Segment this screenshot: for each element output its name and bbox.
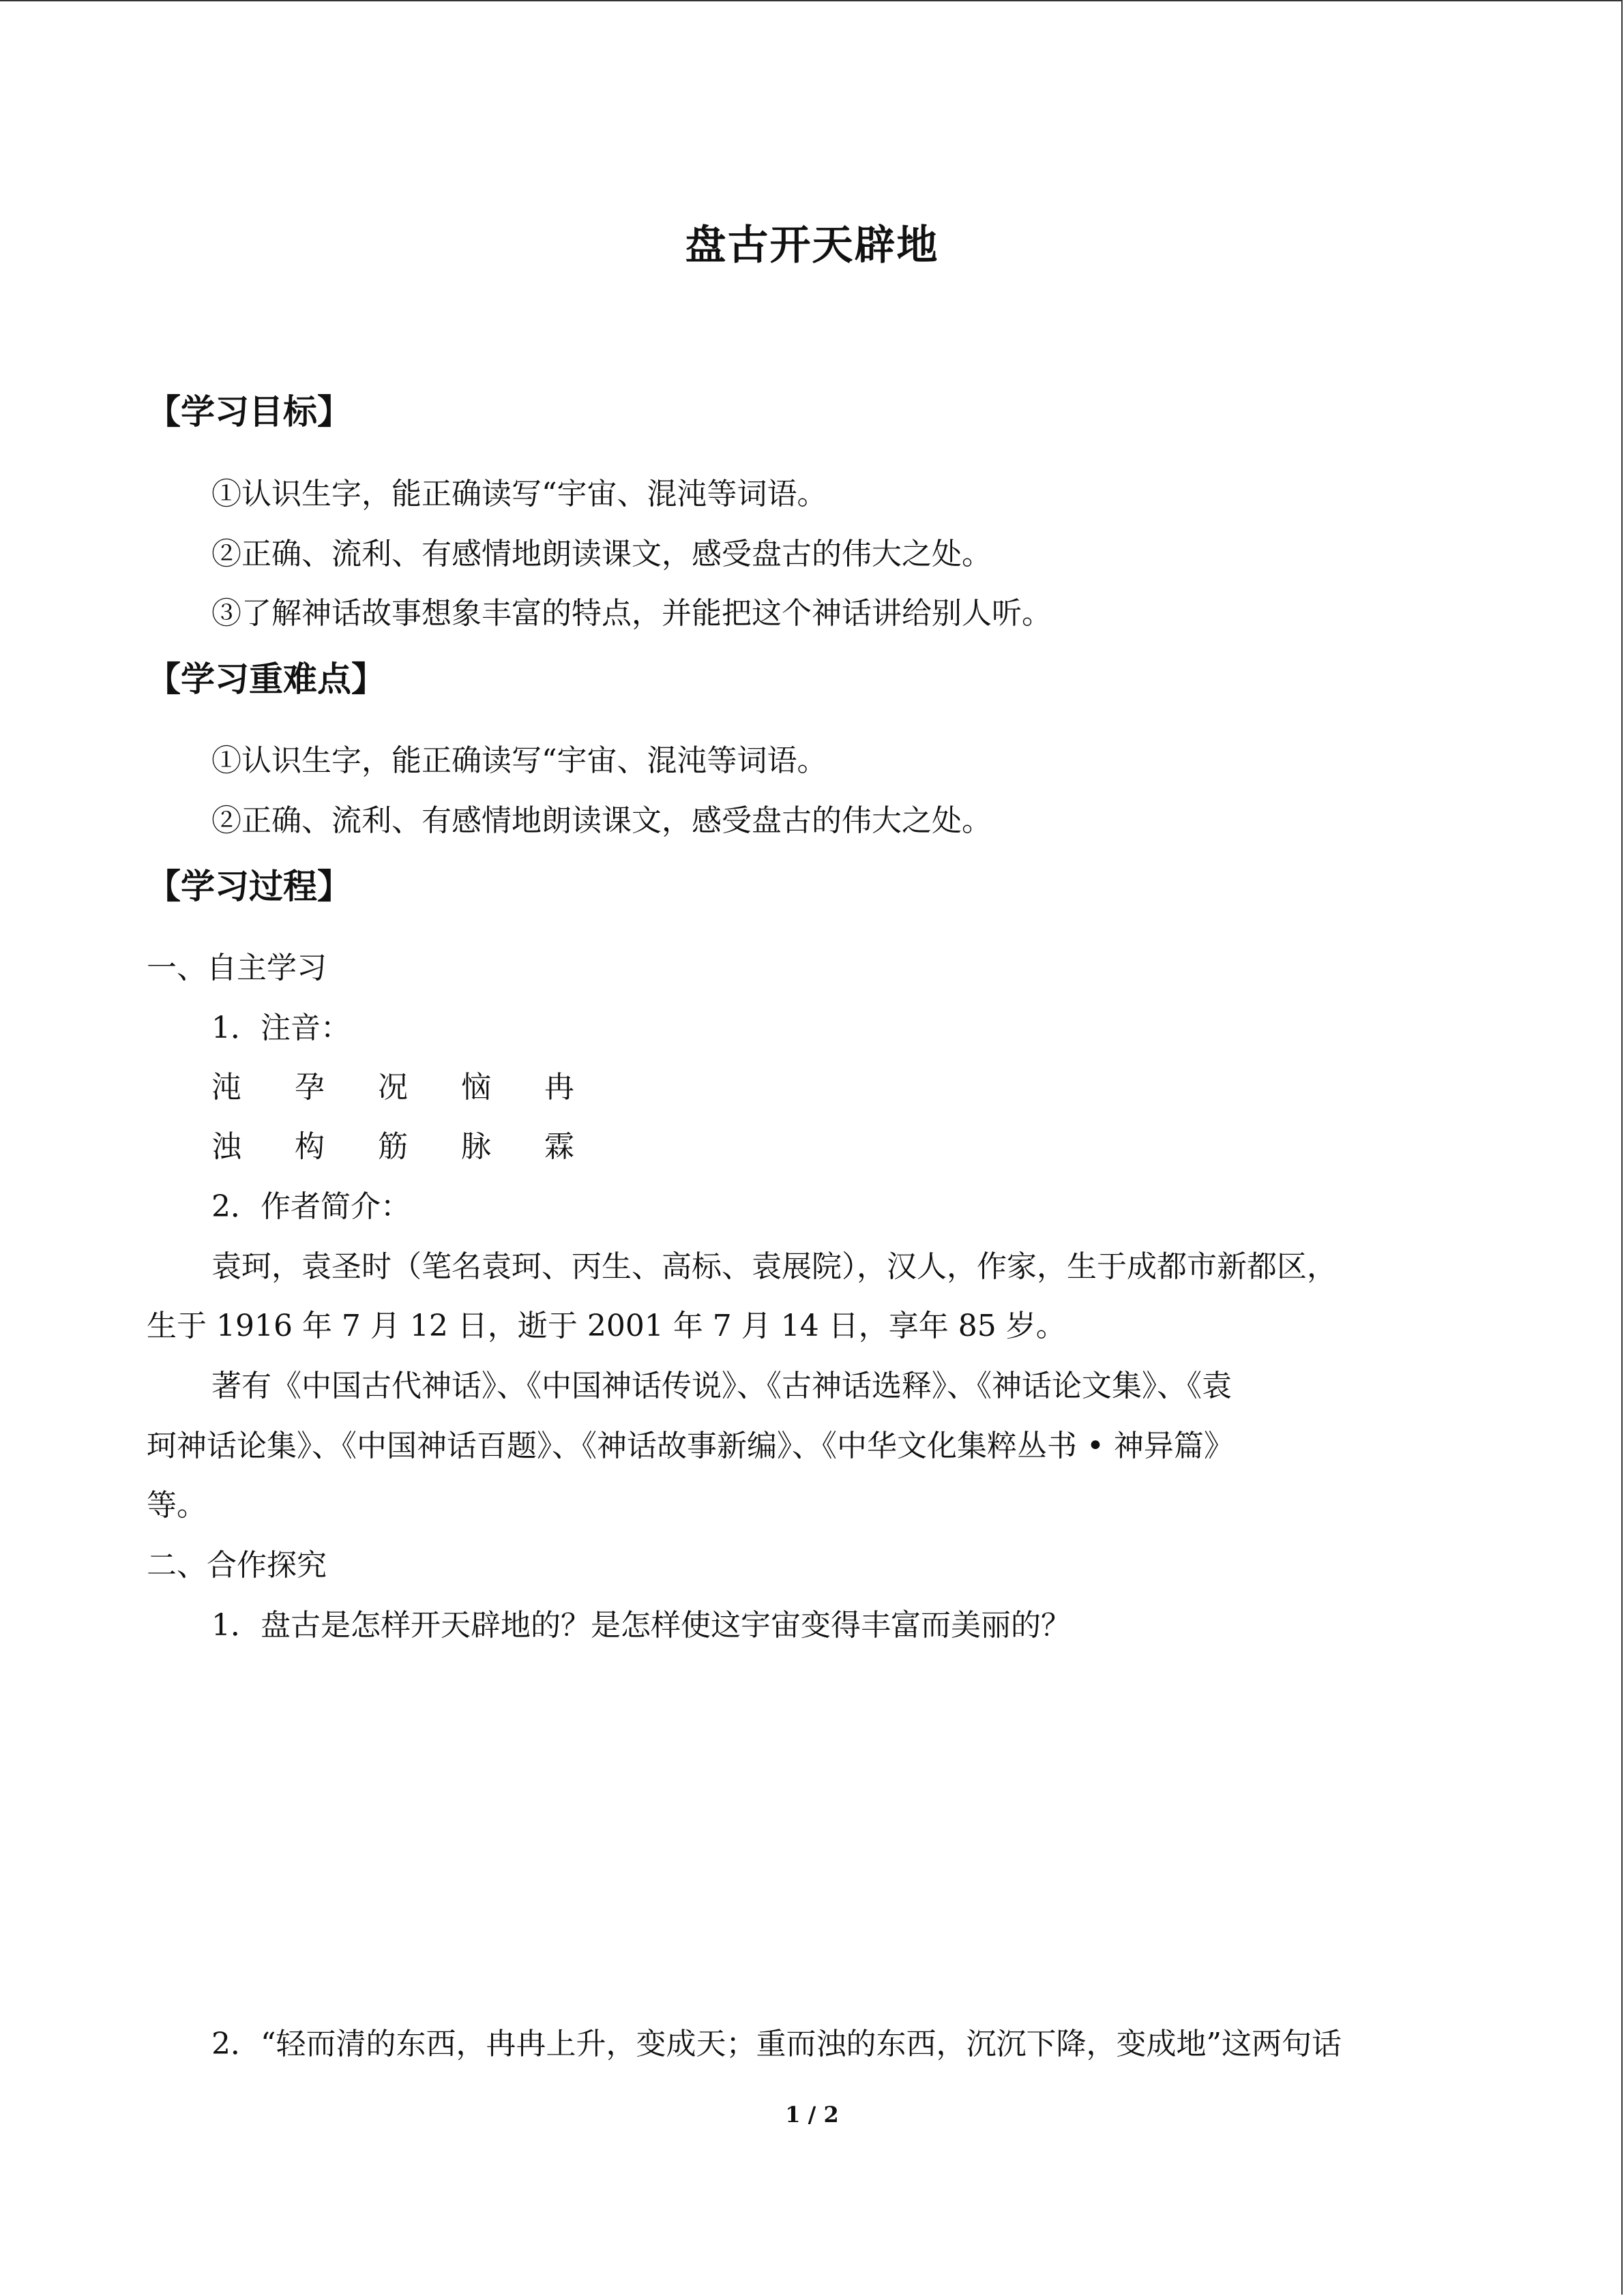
pinyin-char: 构 — [295, 1129, 325, 1164]
works-line-2: 珂神话论集》、《中国神话百题》、《神话故事新编》、《中华文化集粹丛书 • 神异篇》 — [147, 1429, 1234, 1463]
author-bio-line-1: 袁珂，袁圣时（笔名袁珂、丙生、高标、袁展院），汉人，作家，生于成都市新都区， — [211, 1249, 1337, 1284]
pinyin-char: 霖 — [544, 1129, 574, 1164]
works-line-1: 著有《中国古代神话》、《中国神话传说》、《古神话选释》、《神话论文集》、《袁 — [211, 1369, 1232, 1403]
author-label: 2．作者简介： — [211, 1189, 411, 1224]
key-point-item-1: ①认识生字，能正确读写“宇宙、混沌等词语。 — [211, 743, 827, 778]
pinyin-row-1 — [211, 1069, 628, 1107]
pinyin-label: 1．注音： — [211, 1011, 351, 1045]
pinyin-char: 况 — [378, 1070, 408, 1105]
page-number: 1 / 2 — [785, 2102, 839, 2128]
heading-learning-goals: 【学习目标】 — [147, 392, 351, 432]
goal-item-1: ①认识生字，能正确读写“宇宙、混沌等词语。 — [211, 477, 827, 511]
author-bio-line-2: 生于 1916 年 7 月 12 日，逝于 2001 年 7 月 14 日，享年 85 岁。 — [147, 1309, 1066, 1343]
pinyin-char: 脉 — [461, 1129, 491, 1164]
question-1: 1．盘古是怎样开天辟地的？是怎样使这宇宙变得丰富而美丽的？ — [211, 1608, 1071, 1643]
pinyin-char: 冉 — [544, 1070, 574, 1105]
heading-key-points: 【学习重难点】 — [147, 659, 385, 699]
pinyin-row-2 — [211, 1128, 628, 1166]
question-2: 2．“轻而清的东西，冉冉上升，变成天；重而浊的东西，沉沉下降，变成地”这两句话 — [211, 2027, 1342, 2061]
pinyin-char: 浊 — [211, 1129, 241, 1164]
part2-title: 二、合作探究 — [147, 1548, 327, 1583]
heading-learning-process: 【学习过程】 — [147, 867, 351, 906]
page-title: 盘古开天辟地 — [685, 222, 939, 269]
goal-item-3: ③了解神话故事想象丰富的特点，并能把这个神话讲给别人听。 — [211, 596, 1052, 631]
pinyin-char: 沌 — [211, 1070, 241, 1105]
pinyin-char: 恼 — [461, 1070, 491, 1105]
goal-item-2: ②正确、流利、有感情地朗读课文，感受盘古的伟大之处。 — [211, 537, 992, 571]
key-point-item-2: ②正确、流利、有感情地朗读课文，感受盘古的伟大之处。 — [211, 803, 992, 838]
pinyin-char: 孕 — [295, 1070, 325, 1105]
part1-title: 一、自主学习 — [147, 951, 327, 985]
works-line-3: 等。 — [147, 1488, 207, 1523]
pinyin-char: 筋 — [378, 1129, 408, 1164]
